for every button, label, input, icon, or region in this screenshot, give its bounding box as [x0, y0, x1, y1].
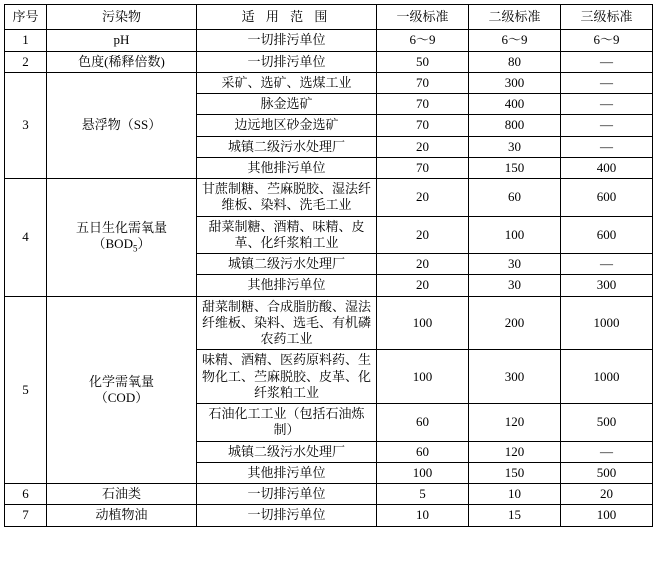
cod-label-line1: 化学需氧量 — [88, 373, 154, 389]
cell-scope: 甘蔗制糖、苎麻脱胶、湿法纤维板、染料、洗毛工业 — [197, 179, 377, 217]
cell-level1: 70 — [377, 94, 469, 115]
cell-level1: 20 — [377, 216, 469, 254]
cell-level3: 600 — [561, 216, 653, 254]
cell-level1: 10 — [377, 505, 469, 526]
cell-level2: 300 — [469, 350, 561, 404]
cod-label-line2: （COD） — [94, 389, 149, 405]
cell-level3: 500 — [561, 462, 653, 483]
cell-level1: 20 — [377, 275, 469, 296]
bod-label-subscript: 5 — [132, 243, 138, 254]
cell-scope: 其他排污单位 — [197, 275, 377, 296]
cell-scope: 城镇二级污水处理厂 — [197, 136, 377, 157]
cell-level2: 15 — [469, 505, 561, 526]
bod-label-line1: 五日生化需氧量 — [75, 219, 167, 235]
table-row — [5, 51, 653, 72]
cell-scope: 边远地区砂金选矿 — [197, 115, 377, 136]
header-cell-level3: 三级标准 — [561, 5, 653, 30]
cell-level2: 30 — [469, 136, 561, 157]
cell-no: 7 — [5, 505, 47, 526]
cell-level1: 70 — [377, 115, 469, 136]
cell-level2: 150 — [469, 462, 561, 483]
cell-level1: 100 — [377, 462, 469, 483]
cell-level3: — — [561, 136, 653, 157]
header-cell-no: 序号 — [5, 5, 47, 30]
cell-level2: 120 — [469, 441, 561, 462]
table-header — [5, 5, 653, 30]
cell-level3: — — [561, 94, 653, 115]
cell-level2: 80 — [469, 51, 561, 72]
cell-scope: 脉金选矿 — [197, 94, 377, 115]
cell-level2: 6～9 — [469, 30, 561, 51]
cell-level2: 60 — [469, 179, 561, 217]
cell-level2: 200 — [469, 296, 561, 350]
cell-level1: 50 — [377, 51, 469, 72]
cell-level3: — — [561, 51, 653, 72]
cell-scope: 城镇二级污水处理厂 — [197, 254, 377, 275]
cell-scope: 城镇二级污水处理厂 — [197, 441, 377, 462]
cell-scope: 一切排污单位 — [197, 51, 377, 72]
cell-level2: 400 — [469, 94, 561, 115]
cell-level1: 5 — [377, 484, 469, 505]
cell-level1: 20 — [377, 254, 469, 275]
cell-pollutant: 悬浮物（SS） — [47, 72, 197, 178]
cell-scope: 采矿、选矿、选煤工业 — [197, 72, 377, 93]
table-row — [5, 505, 653, 526]
cell-pollutant — [47, 296, 197, 484]
cell-level3: 100 — [561, 505, 653, 526]
bod-label-line2-end: ） — [137, 235, 151, 251]
cell-level2: 120 — [469, 404, 561, 442]
cell-level2: 800 — [469, 115, 561, 136]
table-row — [5, 296, 653, 350]
cell-level2: 30 — [469, 275, 561, 296]
cell-level3: 300 — [561, 275, 653, 296]
cell-scope: 甜菜制糖、合成脂肪酸、湿法纤维板、染料、选毛、有机磷农药工业 — [197, 296, 377, 350]
cell-level2: 300 — [469, 72, 561, 93]
cell-no: 6 — [5, 484, 47, 505]
cell-level1: 70 — [377, 157, 469, 178]
cell-level2: 100 — [469, 216, 561, 254]
cell-level3: 1000 — [561, 296, 653, 350]
cell-pollutant: pH — [47, 30, 197, 51]
cell-scope: 其他排污单位 — [197, 462, 377, 483]
cell-scope: 味精、酒精、医药原料药、生物化工、苎麻脱胶、皮革、化纤浆粕工业 — [197, 350, 377, 404]
cell-level2: 10 — [469, 484, 561, 505]
cell-pollutant — [47, 179, 197, 297]
table-body — [5, 30, 653, 526]
cell-no: 5 — [5, 296, 47, 484]
cell-level1: 100 — [377, 350, 469, 404]
cell-scope: 一切排污单位 — [197, 484, 377, 505]
bod-label-line2: （BOD — [92, 235, 133, 251]
cell-level1: 20 — [377, 136, 469, 157]
cell-no: 3 — [5, 72, 47, 178]
cell-level1: 60 — [377, 404, 469, 442]
cell-level3: — — [561, 441, 653, 462]
cell-pollutant: 动植物油 — [47, 505, 197, 526]
cell-scope: 一切排污单位 — [197, 505, 377, 526]
cell-level1: 60 — [377, 441, 469, 462]
cell-level3: 1000 — [561, 350, 653, 404]
cell-scope: 一切排污单位 — [197, 30, 377, 51]
cell-pollutant: 色度(稀释倍数) — [47, 51, 197, 72]
cell-level2: 30 — [469, 254, 561, 275]
cell-scope: 其他排污单位 — [197, 157, 377, 178]
cell-level3: — — [561, 254, 653, 275]
pollutant-standards-table — [4, 4, 653, 527]
header-cell-pollutant: 污染物 — [47, 5, 197, 30]
cell-level3: — — [561, 72, 653, 93]
cell-no: 4 — [5, 179, 47, 297]
cell-pollutant: 石油类 — [47, 484, 197, 505]
cell-no: 2 — [5, 51, 47, 72]
cell-level3: 6～9 — [561, 30, 653, 51]
table-header-row — [5, 5, 653, 30]
cell-level3: 600 — [561, 179, 653, 217]
cell-level3: 500 — [561, 404, 653, 442]
cell-scope: 甜菜制糖、酒精、味精、皮革、化纤浆粕工业 — [197, 216, 377, 254]
header-cell-level2: 二级标准 — [469, 5, 561, 30]
cell-level1: 6～9 — [377, 30, 469, 51]
table-row — [5, 179, 653, 217]
cell-level1: 100 — [377, 296, 469, 350]
cell-level3: 400 — [561, 157, 653, 178]
header-cell-scope: 适 用 范 围 — [197, 5, 377, 30]
table-row — [5, 72, 653, 93]
cell-level3: 20 — [561, 484, 653, 505]
table-row — [5, 484, 653, 505]
cell-scope: 石油化工工业（包括石油炼制） — [197, 404, 377, 442]
header-cell-level1: 一级标准 — [377, 5, 469, 30]
cell-level1: 70 — [377, 72, 469, 93]
cell-level2: 150 — [469, 157, 561, 178]
cell-level3: — — [561, 115, 653, 136]
cell-no: 1 — [5, 30, 47, 51]
cell-level1: 20 — [377, 179, 469, 217]
table-row — [5, 30, 653, 51]
